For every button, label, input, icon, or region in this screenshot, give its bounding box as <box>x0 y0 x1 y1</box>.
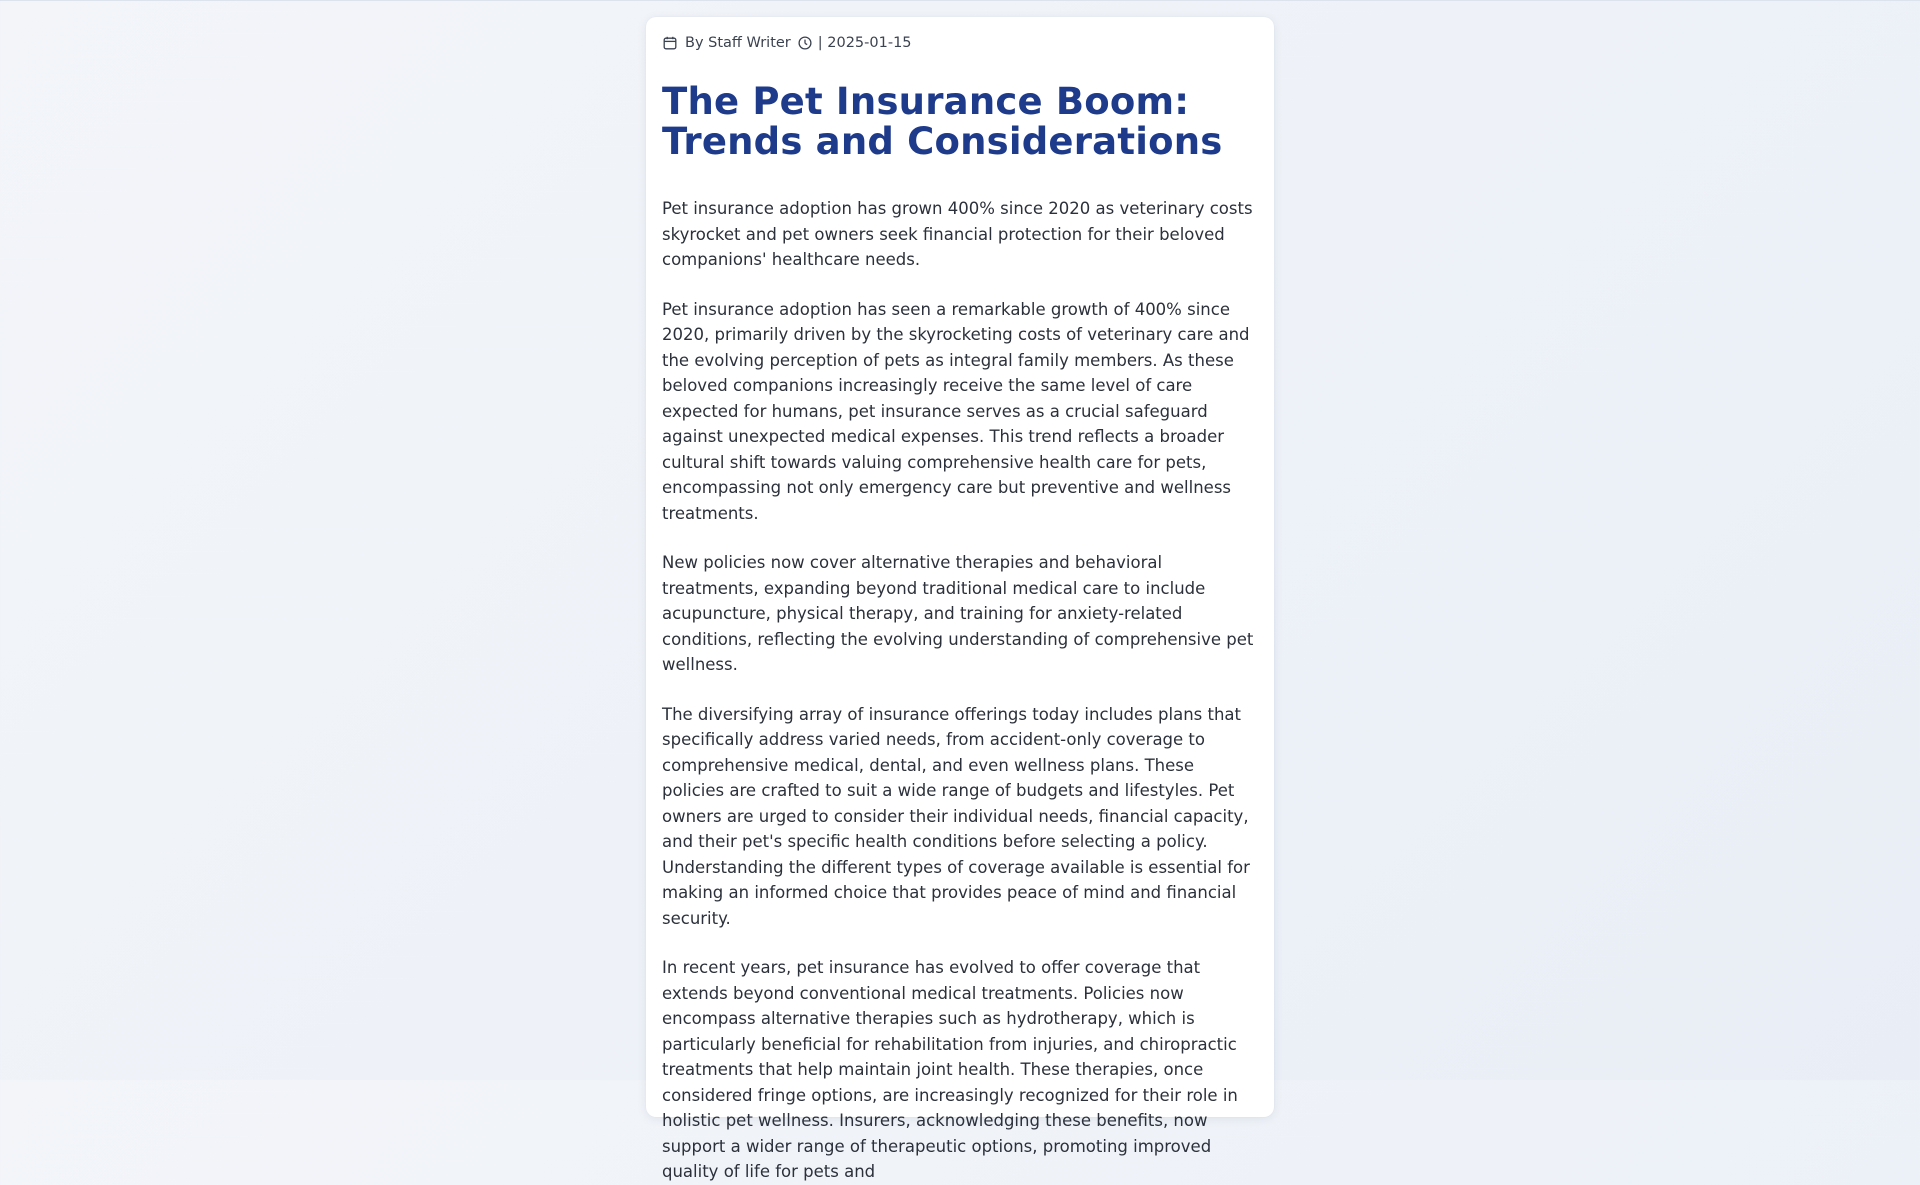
article-paragraph: The diversifying array of insurance offerings today includes plans that specifically address varied needs, from accident-only coverage to comprehensive medical, dental, and even wellness plans. These policies are crafted to suit a wide range of budgets and lifestyles. Pet owners are urged to consider their individual needs, financial capacity, and their pet's specific health conditions before selecting a policy. Understanding the different types of coverage available is essential for making an informed choice that provides peace of mind and financial security. <box>662 704 1250 928</box>
article-paragraph: In recent years, pet insurance has evolved to offer coverage that extends beyond conventional medical treatments. Policies now encompass alternative therapies such as hydrotherapy, which is particularly beneficial for rehabilitation from injuries, and chiropractic treatments that help maintain joint health. These therapies, once considered fringe options, are increasingly recognized for their role in holistic pet wellness. Insurers, acknowledging these benefits, now support a wider range of therapeutic options, promoting improved quality of life for pets and <box>662 958 1238 1181</box>
article-title: The Pet Insurance Boom: Trends and Considerations <box>662 80 1223 163</box>
top-divider <box>0 0 1920 1</box>
article-body <box>662 196 1256 1185</box>
publish-date: | 2025-01-15 <box>817 35 912 51</box>
article-paragraph: Pet insurance adoption has seen a remarkable growth of 400% since 2020, primarily driven by the skyrocketing costs of veterinary care and the evolving perception of pets as integral family members. As these beloved companions increasingly receive the same level of care expected for humans, pet insurance serves as a crucial safeguard against unexpected medical expenses. This trend reflects a broader cultural shift towards valuing comprehensive health care for pets, encompassing not only emergency care but preventive and wellness treatments. <box>662 299 1250 523</box>
article-lead-paragraph: Pet insurance adoption has grown 400% since 2020 as veterinary costs skyrocket and pet owners seek financial protection for their beloved companions' healthcare needs. <box>662 199 1253 269</box>
article-card <box>646 17 1274 1181</box>
clock-icon <box>797 35 813 51</box>
calendar-icon <box>662 35 678 51</box>
article-paragraph: New policies now cover alternative therapies and behavioral treatments, expanding beyond traditional medical care to include acupuncture, physical therapy, and training for anxiety-related conditions, reflecting the evolving understanding of comprehensive pet wellness. <box>662 553 1254 674</box>
article-meta <box>662 33 1256 53</box>
author-byline: By Staff Writer <box>685 35 791 51</box>
